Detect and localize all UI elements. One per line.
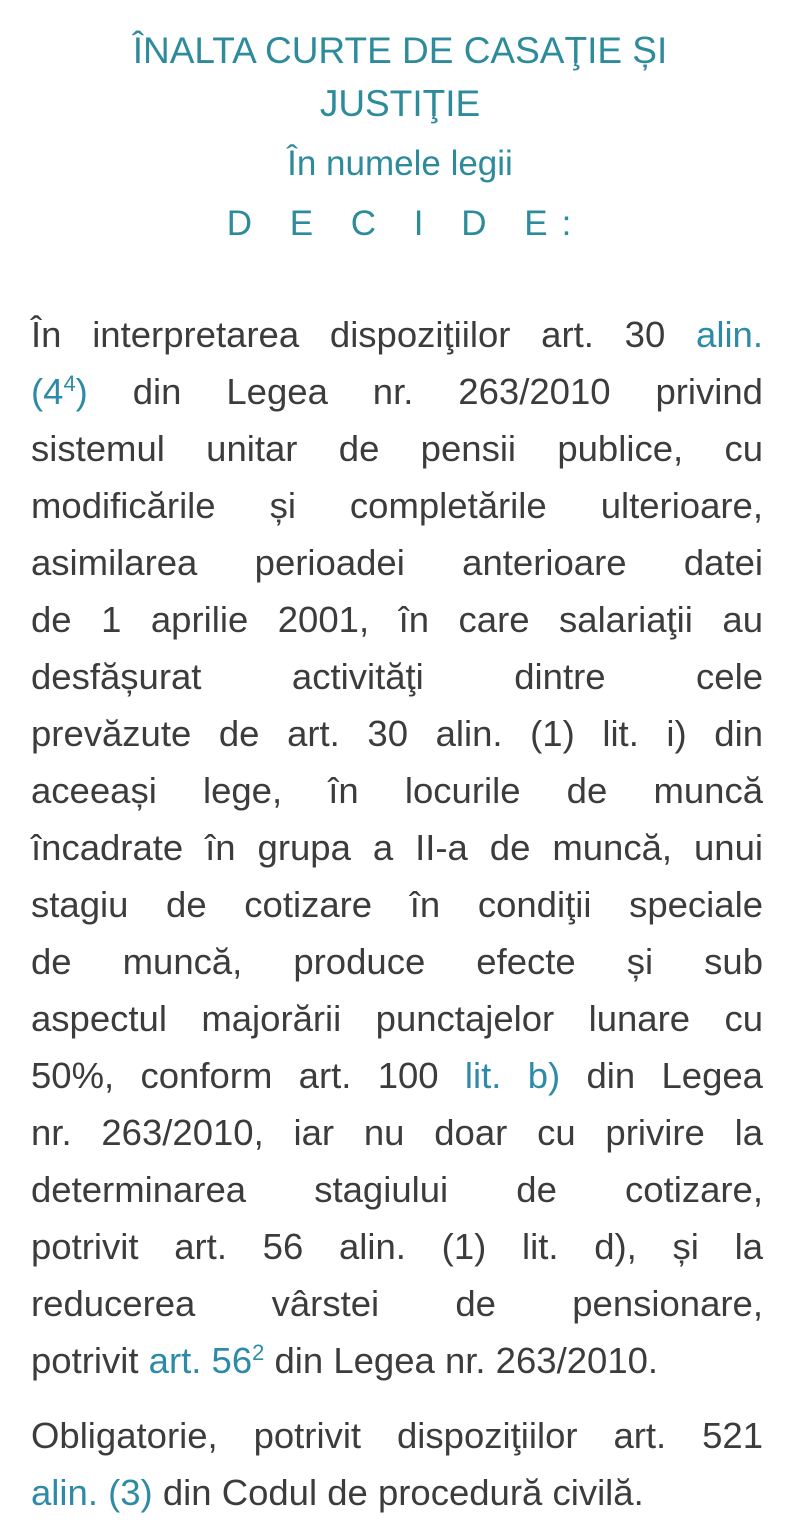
in-name-of-law: În numele legii [287, 144, 513, 183]
court-name [0, 24, 800, 130]
text-line: modificările și completările ulterioare, [31, 485, 763, 526]
text-line [31, 1464, 763, 1521]
superscript: 4 [63, 370, 76, 396]
court-name-line1: ÎNALTA CURTE DE CASAŢIE ȘI [132, 30, 668, 71]
text-line [31, 1047, 763, 1104]
text-fragment: În interpretarea dispoziţiilor art. 30 [31, 314, 697, 355]
text-line [31, 1332, 763, 1389]
text-line: aceeași lege, în locurile de muncă [31, 770, 763, 811]
text-fragment: 50%, conform art. 100 [31, 1055, 465, 1096]
text-line: potrivit art. 56 alin. (1) lit. d), și la [31, 1226, 763, 1267]
text-fragment: din Legea nr. 263/2010. [264, 1340, 659, 1381]
text-line: stagiu de cotizare în condiţii speciale [31, 884, 763, 925]
text-line: sistemul unitar de pensii publice, cu [31, 428, 763, 469]
alin-4-4-link-cont[interactable]: $(4^4)$ [31, 370, 88, 412]
decide-heading: D E C I D E: [226, 204, 586, 243]
decision-paragraph [31, 306, 763, 1389]
text-fragment: potrivit [31, 1340, 149, 1381]
art-56-2-link[interactable] [149, 1340, 265, 1381]
text-line [31, 363, 763, 420]
superscript: 2 [252, 1339, 265, 1365]
text-line: Obligatorie, potrivit dispoziţiilor art. 521 [31, 1415, 763, 1456]
text-line: de muncă, produce efecte și sub [31, 941, 763, 982]
text-line: de 1 aprilie 2001, în care salariaţii au [31, 599, 763, 640]
alin-4-4-link[interactable]: alin. [696, 314, 763, 355]
lit-b-link[interactable]: lit. b) [464, 1055, 561, 1096]
link-text: art. 56 [148, 1340, 253, 1381]
text-line: asimilarea perioadei anterioare datei [31, 542, 763, 583]
text-fragment: din Legea nr. 263/2010 privind [87, 371, 763, 412]
text-line: determinarea stagiului de cotizare, [31, 1169, 763, 1210]
decision-header [0, 0, 800, 248]
text-line: desfășurat activităţi dintre cele [31, 656, 763, 697]
text-fragment: din Codul de procedură civilă. [152, 1472, 644, 1513]
alin-3-link[interactable]: alin. (3) [31, 1472, 153, 1513]
text-line: nr. 263/2010, iar nu doar cu privire la [31, 1112, 763, 1153]
court-name-line2: JUSTIŢIE [319, 83, 481, 124]
text-fragment: din Legea [560, 1055, 763, 1096]
text-line: reducerea vârstei de pensionare, [31, 1283, 763, 1324]
text-line [31, 306, 763, 363]
text-line: încadrate în grupa a II-a de muncă, unui [31, 827, 763, 868]
text-line: aspectul majorării punctajelor lunare cu [31, 998, 763, 1039]
mandatory-paragraph [31, 1407, 763, 1521]
text-line: prevăzute de art. 30 alin. (1) lit. i) din [31, 713, 763, 754]
